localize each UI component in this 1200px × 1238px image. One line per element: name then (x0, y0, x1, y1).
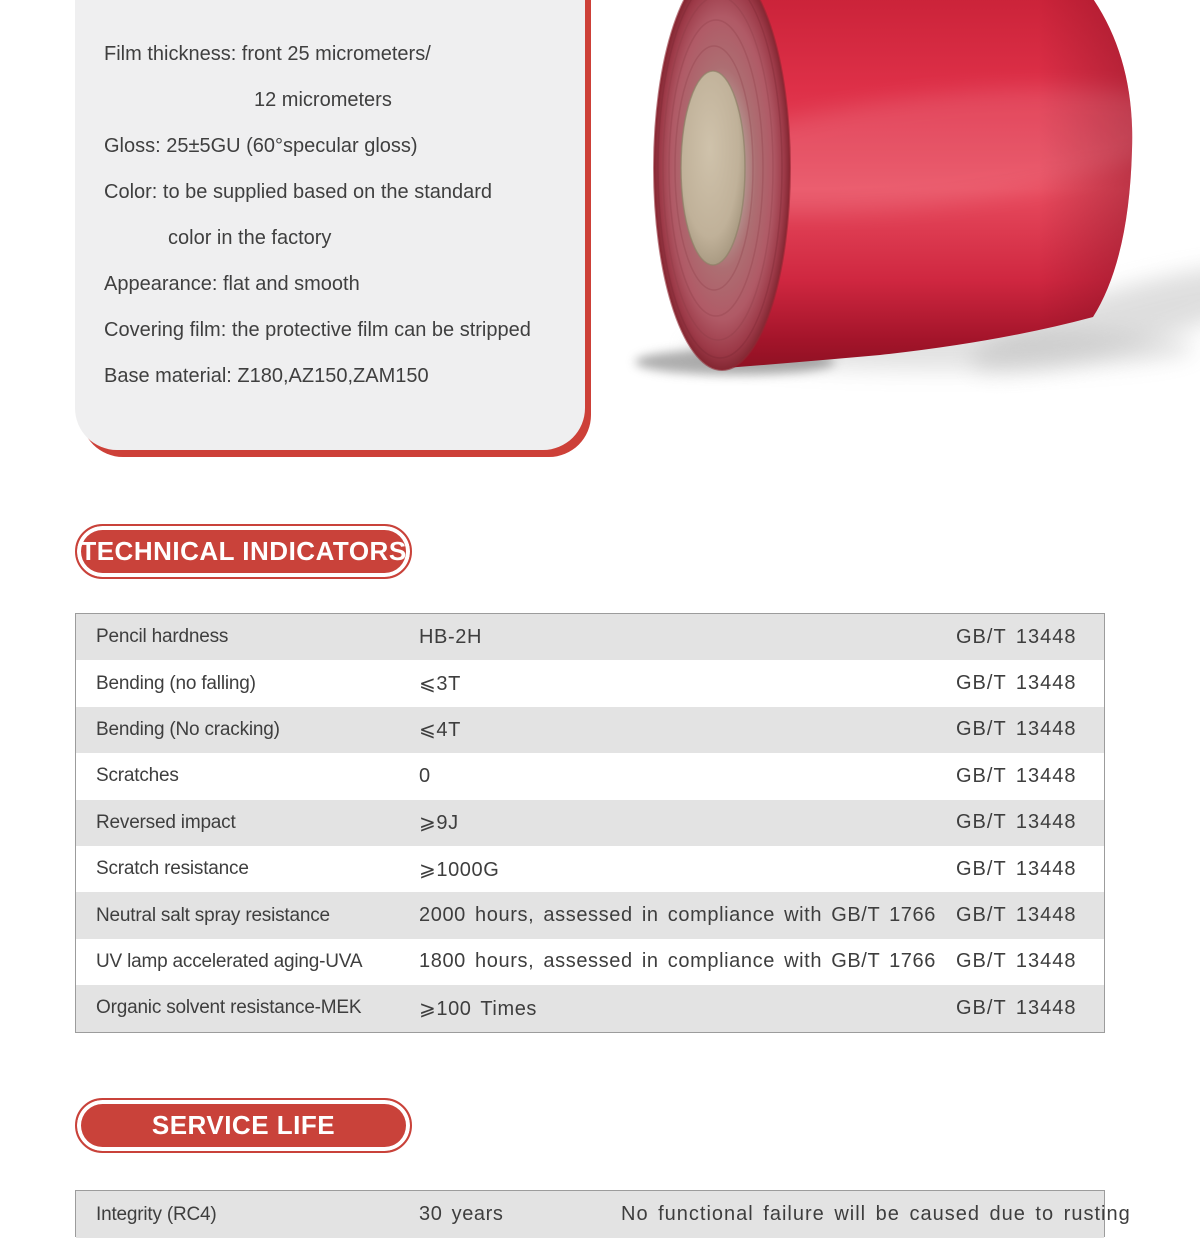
standard-cell: GB/T 13448 (956, 950, 1077, 973)
spec-card-text (104, 31, 572, 399)
table-row (76, 1191, 1131, 1238)
technical-indicators-heading-label: TECHNICAL INDICATORS (80, 536, 407, 566)
indicator-cell: Neutral salt spray resistance (96, 904, 330, 926)
table-row (76, 753, 1104, 799)
spec-line-gloss: Gloss: 25±5GU (60°specular gloss) (104, 135, 418, 157)
value-cell: 0 (419, 764, 431, 787)
value-cell: 30 years (419, 1203, 504, 1225)
standard-cell: GB/T 13448 (956, 672, 1077, 695)
table-row (76, 892, 1104, 938)
indicator-cell: UV lamp accelerated aging-UVA (96, 950, 363, 972)
standard-cell: GB/T 13448 (956, 904, 1077, 927)
spec-line-color-cont: color in the factory (168, 227, 332, 249)
spec-line-color: Color: to be supplied based on the standard (104, 181, 493, 203)
indicator-cell: Scratch resistance (96, 858, 249, 880)
standard-cell: GB/T 13448 (956, 764, 1077, 787)
indicator-cell: Pencil hardness (96, 626, 229, 648)
value-cell: ⩾9J (419, 812, 459, 835)
technical-indicators-heading (75, 524, 412, 579)
table-row (76, 707, 1104, 753)
service-life-heading (75, 1098, 412, 1153)
indicator-cell: Scratches (96, 765, 179, 787)
indicator-cell: Integrity (RC4) (96, 1203, 217, 1225)
table-row (76, 846, 1104, 892)
table-row (76, 800, 1104, 846)
product-coil-image (600, 0, 1200, 400)
coil-art (600, 0, 1200, 400)
spec-card (75, 0, 585, 450)
indicator-cell: Reversed impact (96, 811, 236, 833)
indicator-cell: Bending (No cracking) (96, 718, 280, 740)
spec-line-film-thickness-cont: 12 micrometers (254, 89, 392, 111)
table-row (76, 660, 1104, 706)
spec-line-appearance: Appearance: flat and smooth (104, 273, 360, 295)
value-cell: ⩾100 Times (419, 997, 538, 1020)
value-cell: ⩾1000G (419, 858, 500, 881)
spec-line-covering-film: Covering film: the protective film can be stripped (104, 319, 531, 341)
value-cell: 2000 hours, assessed in compliance with GB/T 1766 (419, 904, 936, 927)
standard-cell: GB/T 13448 (956, 857, 1077, 880)
standard-cell: GB/T 13448 (956, 996, 1077, 1019)
table-row (76, 985, 1104, 1031)
service-life-heading-label: SERVICE LIFE (151, 1110, 336, 1140)
standard-cell: GB/T 13448 (956, 811, 1077, 834)
technical-indicators-table (75, 613, 1105, 1033)
description-cell: No functional failure will be caused due to rusting (621, 1203, 1131, 1225)
spec-line-base-material: Base material: Z180,AZ150,ZAM150 (104, 365, 429, 387)
value-cell: 1800 hours, assessed in compliance with GB/T 1766 (419, 950, 936, 973)
standard-cell: GB/T 13448 (956, 625, 1077, 648)
table-row (76, 939, 1104, 985)
service-life-table (75, 1190, 1131, 1237)
table-row (76, 614, 1104, 660)
value-cell: HB-2H (419, 625, 483, 648)
spec-line-film-thickness: Film thickness: front 25 micrometers/ (104, 43, 431, 65)
value-cell: ⩽3T (419, 673, 461, 696)
indicator-cell: Bending (no falling) (96, 672, 256, 694)
value-cell: ⩽4T (419, 719, 461, 742)
standard-cell: GB/T 13448 (956, 718, 1077, 741)
indicator-cell: Organic solvent resistance-MEK (96, 997, 362, 1019)
